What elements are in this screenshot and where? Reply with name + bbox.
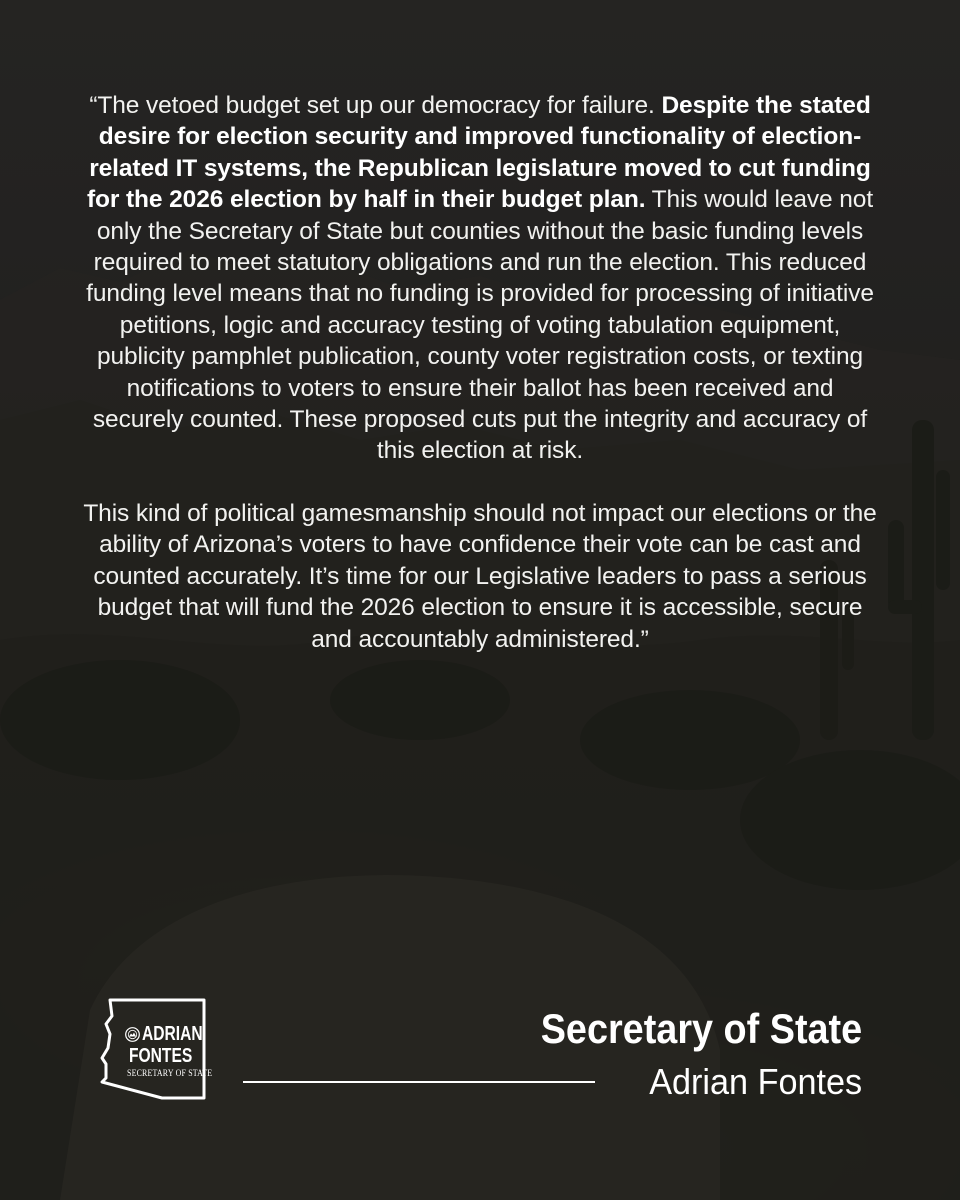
adrian-fontes-logo xyxy=(96,994,226,1104)
signature-title: Secretary of State xyxy=(540,1005,862,1052)
quote-text xyxy=(80,90,880,655)
logo-last-name: FONTES xyxy=(129,1045,193,1067)
state-seal-icon xyxy=(125,1027,140,1042)
quote-bold-statement: Despite the stated desire for election security and improved functionality of election-related IT systems, the Republican legislature moved to cut funding for the 2026 election by half in their budget plan. xyxy=(86,92,871,214)
logo-subtitle: SECRETARY OF STATE xyxy=(127,1068,213,1078)
logo-first-name: ADRIAN xyxy=(142,1023,203,1045)
signature-divider xyxy=(243,1081,595,1083)
quote-paragraph-1-rest: This would leave not only the Secretary of State but counties without the basic funding levels required to meet statutory obligations and run the election. This reduced funding level means that no funding is provided for processing of initiative petitions, logic and accuracy testing of voting tabulation equipment, publicity pamphlet publication, county voter registration costs, or texting notifications to voters to ensure their ballot has been received and securely counted. These proposed cuts put the integrity and accuracy of this election at risk. xyxy=(86,186,874,465)
signature-name: Adrian Fontes xyxy=(649,1061,862,1102)
quote-paragraph-1 xyxy=(80,90,880,467)
quote-paragraph-2: This kind of political gamesmanship should not impact our elections or the ability of Arizona’s voters to have confidence their vote can be cast and counted accurately. It’s time for our Legislative leaders to pass a serious budget that will fund the 2026 election to ensure it is accessible, secure and accountably administered.” xyxy=(83,499,877,653)
quote-opening-line: “The vetoed budget set up our democracy for failure. xyxy=(89,92,655,119)
